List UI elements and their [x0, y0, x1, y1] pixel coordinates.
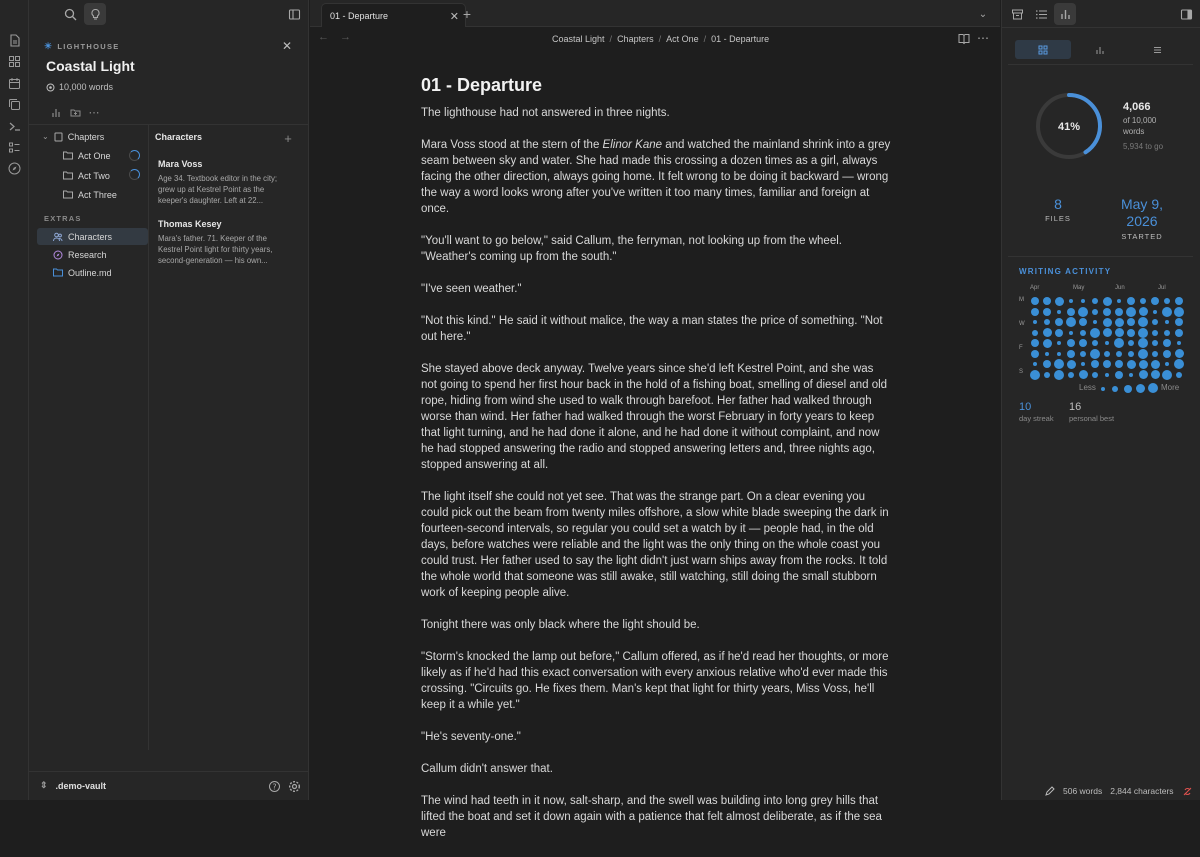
activity-dot: [1129, 373, 1133, 377]
lightbulb-icon[interactable]: [84, 3, 106, 25]
document-body[interactable]: [421, 74, 891, 857]
legend-dot: [1148, 383, 1158, 393]
activity-dot: [1057, 352, 1061, 356]
close-icon[interactable]: ✕: [281, 39, 293, 53]
paragraph-text: and watched the mainland shrink into a grey seam between sky and water. She had made this crossing a dozen times as a girl, always facing the other direction, always going home. It felt wrong to be doing it backward — wrong the way a word looks wrong after you've written it too many times, familiar and foreign at once.: [421, 139, 891, 215]
activity-dot: [1068, 372, 1074, 378]
paragraph: "Storm's knocked the lamp out before," Callum offered, as if he'd read her thoughts, or more likely as if he'd had this exact conversation with every anxious relative who'd ever made this crossing. "Circuits go. He fixes them. Man's kept that light for thirty years, Miss Voss, he'll keep it a while yet.": [421, 651, 889, 711]
sidebar-toggle-icon[interactable]: [283, 3, 305, 25]
search-icon[interactable]: [59, 3, 81, 25]
breadcrumb-item[interactable]: Coastal Light: [552, 34, 605, 44]
activity-dot: [1139, 360, 1148, 369]
month-label: May: [1073, 285, 1085, 291]
activity-dot: [1080, 330, 1086, 336]
activity-dot: [1031, 297, 1039, 305]
activity-dot: [1115, 308, 1123, 316]
activity-dot: [1139, 370, 1148, 379]
activity-dot: [1104, 351, 1110, 357]
best-count: 16: [1069, 401, 1082, 413]
activity-dot: [1162, 307, 1172, 317]
calendar-icon[interactable]: [7, 76, 22, 91]
activity-dot: [1175, 349, 1184, 358]
activity-dot: [1067, 350, 1075, 358]
word-target-label: 10,000 words: [59, 82, 114, 92]
extras-item-characters[interactable]: [37, 228, 148, 245]
view-chart-button[interactable]: [1072, 40, 1128, 59]
folder-icon: [63, 190, 73, 199]
activity-dot: [1044, 319, 1050, 325]
paragraph: Tonight there was only black where the light should be.: [421, 619, 700, 631]
legend-dot: [1112, 386, 1118, 392]
activity-dot: [1103, 308, 1111, 316]
activity-dot: [1115, 328, 1124, 337]
tree-item-act-three[interactable]: [63, 186, 117, 203]
activity-dot: [1033, 320, 1037, 324]
character-card[interactable]: [158, 159, 293, 206]
breadcrumb-item[interactable]: Chapters: [617, 34, 654, 44]
words-label: words: [1123, 127, 1145, 136]
divider: [1008, 256, 1193, 257]
activity-dot: [1103, 297, 1112, 306]
activity-dot: [1165, 320, 1169, 324]
progress-ring-icon: [129, 169, 140, 180]
activity-dot: [1055, 297, 1064, 306]
paragraph: Callum didn't answer that.: [421, 763, 553, 775]
legend-less: Less: [1079, 383, 1096, 392]
activity-dot: [1115, 318, 1124, 327]
book-icon: [54, 132, 63, 142]
activity-dot: [1092, 309, 1098, 315]
tab-departure[interactable]: [321, 3, 466, 27]
activity-dot: [1031, 350, 1039, 358]
activity-dot: [1032, 330, 1038, 336]
compass-icon: [53, 250, 63, 260]
document-heading: 01 - Departure: [421, 75, 543, 95]
activity-dot: [1090, 328, 1100, 338]
progress-percent: 41%: [1057, 121, 1081, 133]
activity-dot: [1078, 307, 1088, 317]
ship-name: Elinor Kane: [602, 139, 663, 151]
activity-dot: [1163, 339, 1171, 347]
activity-dot: [1054, 359, 1064, 369]
activity-dot: [1138, 349, 1148, 359]
tree-item-label: Act Three: [78, 189, 117, 200]
day-label: W: [1019, 321, 1025, 327]
activity-dot: [1093, 320, 1097, 324]
view-grid-button[interactable]: [1015, 40, 1071, 59]
files-label: FILES: [1045, 214, 1071, 223]
activity-dot: [1081, 299, 1085, 303]
activity-dot: [1126, 307, 1136, 317]
activity-dot: [1153, 310, 1157, 314]
chevron-down-icon: ⌄: [42, 132, 49, 141]
activity-dot: [1128, 340, 1134, 346]
activity-dot: [1116, 351, 1122, 357]
activity-dot: [1067, 339, 1075, 347]
activity-dot: [1055, 318, 1063, 326]
extras-item-outline[interactable]: [37, 264, 148, 281]
compass-icon[interactable]: [7, 161, 22, 176]
activity-dot: [1175, 297, 1183, 305]
word-count: 4,066: [1123, 101, 1151, 113]
activity-dot: [1081, 362, 1085, 366]
activity-dot: [1057, 310, 1061, 314]
activity-dot: [1174, 307, 1184, 317]
tree-item-act-one[interactable]: [63, 147, 111, 164]
add-character-button[interactable]: +: [284, 130, 292, 146]
activity-dot: [1066, 317, 1076, 327]
chevron-updown-icon: ⇕: [40, 780, 48, 790]
activity-dot: [1151, 297, 1159, 305]
activity-dot: [1127, 329, 1135, 337]
activity-dot: [1115, 360, 1123, 368]
paragraph: She stayed above deck anyway. Twelve years since she'd left Kestrel Point, and she was not going to spend her first hour back in the hold of a fishing boat, smelling of diesel and old rope, hiding from wind she used to walk through barefoot. Her father had walked through worse than wind. Her father had walked through the worst February in forty years to keep that light turning, and he had done it alone, and he had done it without complaint, and now he had stopped answering the radio and stopped answering letters and, three nights ago, stopped answering at all.: [421, 363, 888, 471]
archive-icon[interactable]: [1006, 3, 1028, 25]
legend-more: More: [1161, 383, 1180, 392]
breadcrumb-item[interactable]: 01 - Departure: [711, 34, 770, 44]
legend-dot: [1136, 384, 1145, 393]
activity-dot: [1162, 370, 1172, 380]
breadcrumb-item[interactable]: Act One: [666, 34, 699, 44]
divider: [29, 124, 309, 125]
activity-dot: [1043, 308, 1051, 316]
stats-icon[interactable]: [1054, 3, 1076, 25]
legend-dot: [1101, 387, 1105, 391]
tree-item-act-two[interactable]: [63, 167, 110, 184]
pencil-icon[interactable]: [1044, 786, 1055, 797]
project-title: Coastal Light: [46, 58, 135, 74]
activity-dot: [1138, 328, 1148, 338]
forward-arrow-icon[interactable]: →: [340, 31, 351, 43]
folder-icon: [63, 171, 73, 180]
activity-dot: [1175, 329, 1183, 337]
breadcrumb-separator: /: [658, 34, 662, 44]
list-icon[interactable]: [1030, 3, 1052, 25]
vault-switcher[interactable]: [40, 780, 106, 791]
breadcrumb-separator: /: [703, 34, 707, 44]
vault-name: .demo-vault: [55, 780, 107, 791]
breadcrumb-separator: /: [609, 34, 613, 44]
activity-dot: [1092, 340, 1098, 346]
activity-dot: [1152, 319, 1158, 325]
activity-dot: [1152, 351, 1158, 357]
progress-ring-icon: [129, 150, 140, 161]
target-icon: [46, 83, 55, 92]
extras-label: EXTRAS: [44, 214, 82, 223]
activity-dot: [1079, 370, 1088, 379]
activity-dot: [1127, 297, 1135, 305]
activity-dot: [1127, 360, 1136, 369]
activity-dot: [1069, 299, 1073, 303]
checklist-icon[interactable]: [7, 140, 22, 155]
activity-dot: [1140, 298, 1146, 304]
activity-dot: [1067, 360, 1076, 369]
streak-count: 10: [1019, 401, 1032, 413]
activity-dot: [1174, 359, 1184, 369]
activity-dot: [1151, 360, 1160, 369]
activity-dot: [1138, 317, 1148, 327]
character-desc: Mara's father. 71. Keeper of the Kestrel Point light for thirty years, second-generation — his own...: [158, 234, 273, 265]
paragraph: "I've seen weather.": [421, 283, 522, 295]
activity-dot: [1092, 372, 1098, 378]
tree-root-label: Chapters: [67, 131, 105, 142]
sync-error-icon[interactable]: [1182, 786, 1193, 797]
activity-dot: [1091, 360, 1099, 368]
copy-icon[interactable]: [7, 97, 22, 112]
close-icon[interactable]: ✕: [449, 11, 459, 23]
activity-title: WRITING ACTIVITY: [1019, 267, 1112, 276]
day-label: S: [1019, 369, 1024, 375]
month-label: Jul: [1158, 285, 1166, 291]
help-icon[interactable]: [263, 775, 285, 797]
paragraph: "You'll want to go below," said Callum, the ferryman, not looking up from the wheel. "Weather's coming up from the south.": [421, 235, 842, 263]
month-label: Jun: [1115, 285, 1125, 291]
activity-dot: [1067, 308, 1075, 316]
tree-item-label: Act One: [78, 150, 111, 161]
new-tab-button[interactable]: +: [462, 6, 472, 22]
of-target: of 10,000: [1123, 116, 1157, 125]
characters-header: Characters: [155, 132, 203, 142]
paragraph: "Not this kind." He said it without malice, the way a man states the price of something. "Not out here.": [421, 315, 883, 343]
words-to-go: 5,934 to go: [1123, 142, 1164, 151]
character-name: Mara Voss: [158, 159, 203, 169]
divider: [1008, 64, 1193, 65]
status-word-count: 506 words: [1063, 786, 1103, 796]
terminal-icon[interactable]: [7, 119, 22, 134]
grid-icon[interactable]: [7, 54, 22, 69]
activity-dot: [1031, 339, 1039, 347]
activity-dot: [1055, 329, 1063, 337]
activity-dot: [1151, 370, 1160, 379]
activity-dot: [1177, 341, 1181, 345]
activity-dot: [1033, 362, 1037, 366]
gear-icon[interactable]: [283, 775, 305, 797]
activity-dot: [1079, 339, 1087, 347]
day-label: F: [1019, 345, 1023, 351]
best-label: personal best: [1069, 414, 1115, 423]
activity-dot: [1117, 299, 1121, 303]
activity-dot: [1057, 341, 1061, 345]
view-list-button[interactable]: [1129, 40, 1185, 59]
activity-dot: [1164, 298, 1170, 304]
activity-dot: [1105, 373, 1109, 377]
activity-dot: [1090, 349, 1100, 359]
extras-item-label: Outline.md: [68, 267, 112, 278]
activity-dot: [1152, 330, 1158, 336]
activity-dot: [1127, 318, 1135, 326]
activity-dot: [1069, 331, 1073, 335]
activity-dot: [1138, 338, 1148, 348]
paragraph-mara: [421, 137, 891, 217]
project-kicker: [44, 41, 120, 52]
activity-dot: [1030, 370, 1040, 380]
activity-dot: [1165, 362, 1169, 366]
streak-label: day streak: [1019, 414, 1054, 423]
paragraph-text: Mara Voss stood at the stern of the: [421, 139, 603, 151]
status-char-count: 2,844 characters: [1110, 786, 1174, 796]
day-label: M: [1019, 297, 1024, 303]
extras-item-label: Characters: [68, 231, 113, 242]
paragraph: The lighthouse had not answered in three nights.: [421, 107, 670, 119]
activity-dot: [1105, 341, 1109, 345]
file-icon[interactable]: [7, 33, 22, 48]
divider: [1001, 27, 1200, 28]
activity-dot: [1164, 330, 1170, 336]
more-icon[interactable]: ⋯: [88, 106, 100, 119]
divider: [29, 771, 309, 772]
tree-item-label: Act Two: [78, 170, 110, 181]
activity-dot: [1031, 308, 1039, 316]
tree-root-chapters[interactable]: [42, 128, 104, 145]
activity-dot: [1092, 298, 1098, 304]
paragraph: "He's seventy-one.": [421, 731, 521, 743]
activity-dot: [1080, 351, 1086, 357]
activity-dot: [1045, 352, 1049, 356]
started-date: May 9, 2026: [1120, 196, 1163, 229]
svg-text:?: ?: [271, 782, 277, 791]
paragraph: The light itself she could not yet see. That was the strange part. On a clear evening you could pick out the beam from twenty miles offshore, a slow white blade sweeping the dark in fourteen-second intervals, so regular you could set a watch by it — people had, in the old days, before watches were reliable and the light was the only thing on the whole coast you could trust. Her father used to say the light didn't just warn ships away from the rocks. It told the whole world that someone was still awake, still watching, still doing the small stubborn work of keeping people alive.: [421, 491, 889, 599]
back-arrow-icon[interactable]: ←: [318, 31, 329, 43]
character-name: Thomas Kesey: [158, 219, 222, 229]
activity-dot: [1103, 328, 1112, 337]
activity-dot: [1103, 360, 1111, 368]
people-icon: [53, 232, 63, 242]
left-sidebar: [29, 0, 309, 800]
files-count: 8: [1054, 196, 1062, 212]
activity-dot: [1079, 318, 1087, 326]
column-divider: [148, 124, 149, 750]
activity-dot: [1139, 307, 1148, 316]
more-options-icon[interactable]: ⋯: [977, 31, 989, 45]
activity-dot: [1043, 328, 1052, 337]
tab-bar: [310, 0, 1000, 27]
started-label: STARTED: [1121, 232, 1163, 241]
word-target: [46, 82, 113, 92]
activity-dot: [1054, 370, 1064, 380]
activity-dot: [1163, 350, 1171, 358]
paragraph: The wind had teeth in it now, salt-sharp, and the swell was building into long grey hills that lifted the boat and set it down again with a patience that felt almost deliberate, as if the sea were: [421, 795, 882, 839]
tab-label: 01 - Departure: [330, 11, 389, 21]
legend-dot: [1124, 385, 1132, 393]
sidebar-toggle-icon[interactable]: [1175, 3, 1197, 25]
activity-dot: [1043, 297, 1051, 305]
month-label: Apr: [1030, 285, 1040, 291]
ribbon: [0, 0, 29, 800]
activity-dot: [1114, 338, 1124, 348]
project-kicker-label: LIGHTHOUSE: [57, 42, 120, 51]
status-bar: [1038, 782, 1200, 800]
folder-icon: [63, 151, 73, 160]
activity-dot: [1043, 360, 1051, 368]
activity-dot: [1152, 340, 1158, 346]
activity-dot: [1103, 318, 1112, 327]
activity-dot: [1044, 372, 1050, 378]
activity-dot: [1043, 339, 1052, 348]
reading-view-icon[interactable]: [958, 33, 970, 44]
extras-item-label: Research: [68, 249, 107, 260]
sun-icon: ☀: [44, 41, 54, 51]
activity-dot: [1128, 351, 1134, 357]
chevron-down-icon[interactable]: ⌄: [978, 8, 988, 20]
character-desc: Age 34. Textbook editor in the city; grew up at Kestrel Point as the keeper's daughter. Left at 22...: [158, 174, 278, 205]
breadcrumb: [552, 34, 769, 44]
activity-dot: [1176, 372, 1182, 378]
activity-dot: [1115, 371, 1123, 379]
extras-item-research[interactable]: [37, 246, 148, 263]
character-card[interactable]: [158, 219, 293, 266]
folder-icon: [53, 268, 63, 277]
activity-dot: [1175, 318, 1183, 326]
